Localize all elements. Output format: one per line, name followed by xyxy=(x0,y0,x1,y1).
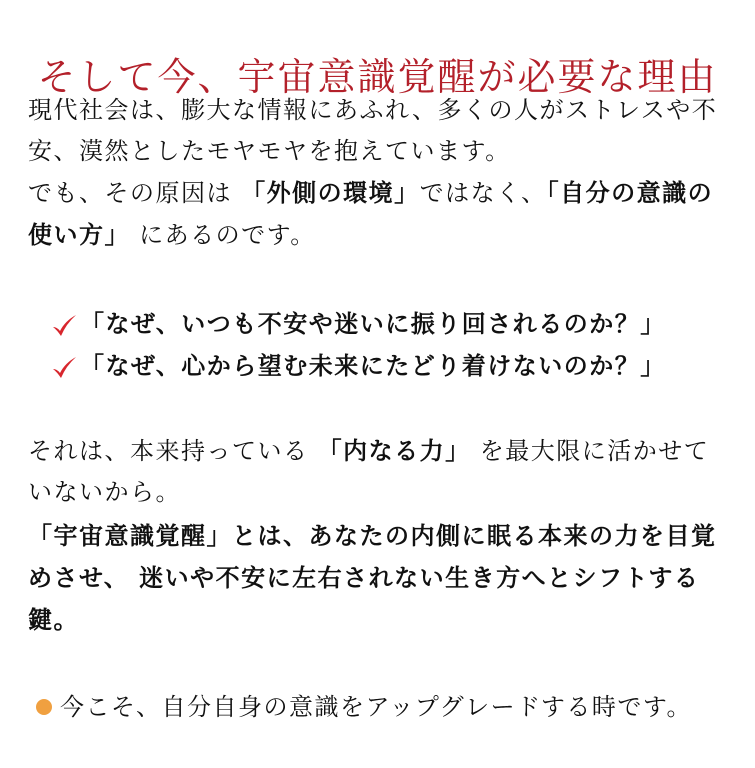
orange-dot-icon xyxy=(36,699,52,715)
intro-line2-mid: ではなく、 xyxy=(419,179,547,207)
answer-bold-inner-power: 「内なる力」 xyxy=(317,436,471,465)
checkmark-icon xyxy=(50,312,78,340)
checklist-text: 「なぜ、心から望む未来にたどり着けないのか？」 xyxy=(80,351,666,380)
intro-bold-self: 「自分の意識の使い方」 xyxy=(28,178,714,249)
checklist-item xyxy=(50,349,666,383)
checkmark-icon xyxy=(50,354,78,382)
checklist-item xyxy=(50,307,666,341)
answer-paragraph xyxy=(28,430,733,513)
intro-line1: 現代社会は、膨大な情報にあふれ、多くの人がストレスや不安、漠然としたモヤモヤを抱えています。 xyxy=(28,96,718,165)
intro-line2-suffix: にあるのです。 xyxy=(130,221,316,249)
intro-bold-outside: 「外側の環境」 xyxy=(241,178,420,207)
definition-term: 「宇宙意識覚醒」 xyxy=(28,521,232,550)
intro-line2-prefix: でも、その原因は xyxy=(28,179,242,207)
definition-paragraph xyxy=(28,515,733,641)
answer-suffix: を最大限に活かせていないから。 xyxy=(28,437,710,506)
answer-prefix: それは、本来持っている xyxy=(28,437,318,465)
closing-line xyxy=(36,690,692,724)
checklist-text: 「なぜ、いつも不安や迷いに振り回されるのか？」 xyxy=(80,309,666,338)
definition-text: とは、あなたの内側に眠る本来の力を目覚めさせ、 迷いや不安に左右されない生き方へとシフトする鍵。 xyxy=(28,521,717,634)
page-title: そして今、宇宙意識覚醒が必要な理由 xyxy=(37,55,718,100)
closing-text: 今こそ、自分自身の意識をアップグレードする時です。 xyxy=(60,693,692,721)
intro-paragraph xyxy=(28,90,733,256)
